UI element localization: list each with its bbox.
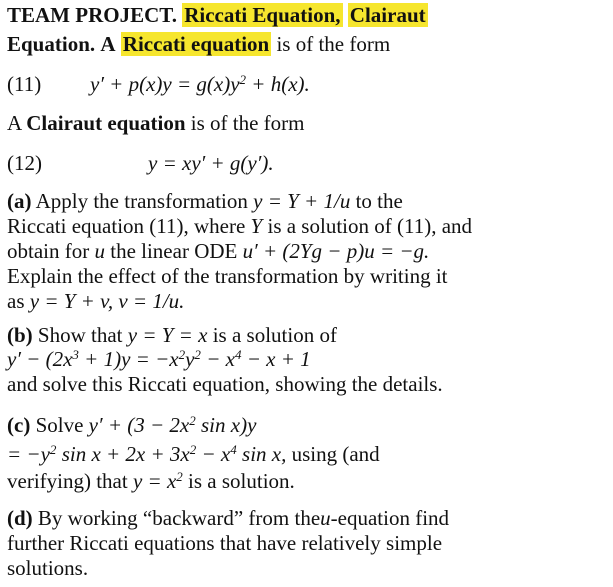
part-b-line-3 [7, 371, 443, 397]
part-a-l2: Riccati equation (11), where [7, 214, 246, 238]
part-c-l2-c: − x [196, 442, 231, 466]
part-b-line-1 [7, 322, 337, 348]
part-b-l1: Show that [37, 323, 123, 347]
part-c-l2-exp1: 2 [49, 441, 57, 457]
part-a-line-5 [7, 288, 184, 314]
part-c-line-2 [7, 441, 380, 467]
part-d-label: (d) [7, 506, 33, 530]
part-a-label: (a) [7, 189, 32, 213]
eq11-number: (11) [7, 72, 42, 96]
part-d-l1-u: u [320, 506, 331, 530]
eq12-p1: ′ [200, 151, 206, 175]
part-a-l2-end: is a solution of (11), and [267, 214, 473, 238]
part-a-l5-math: y = Y + v, v = 1/u. [29, 289, 185, 313]
part-a-l1: Apply the transformation [35, 189, 248, 213]
part-c-l3: verifying) that [7, 469, 128, 493]
part-c-l2-b: sin x + 2x + 3x [56, 442, 190, 466]
part-b-l2-d: − x [200, 347, 235, 371]
heading-line-1 [7, 2, 428, 28]
equation-word: Equation. [7, 32, 96, 56]
part-a-line-4 [7, 263, 448, 289]
part-a-l1-math: y = Y + 1/u [253, 189, 351, 213]
part-c-l2-a: = −y [7, 442, 50, 466]
a-word: A [100, 32, 116, 56]
part-b-l3: and solve this Riccati equation, showing the details. [7, 372, 443, 396]
part-a-l4: Explain the effect of the transformation by writing it [7, 264, 448, 288]
clairaut-bold: Clairaut equation [26, 111, 186, 135]
eq12-t2: + g(y [205, 151, 257, 175]
part-b-exp3: 3 [72, 346, 79, 362]
part-d-line-2 [7, 530, 442, 556]
part-b-label: (b) [7, 323, 33, 347]
part-c-l3-a: y = x [132, 469, 177, 493]
part-a-l5: as [7, 289, 25, 313]
eq12-t3: ). [261, 151, 274, 175]
part-c-line-3 [7, 468, 295, 494]
part-a-l3-u: u [94, 239, 105, 263]
eq12-body [148, 150, 274, 176]
part-c-label: (c) [7, 413, 31, 437]
part-d-line-1 [7, 505, 449, 531]
part-d-line-3 [7, 555, 88, 581]
part-c-l1-a: y′ + (3 − 2x [88, 413, 190, 437]
eq11-prime: ′ [99, 72, 104, 96]
part-b-l2-a: y′ − (2x [7, 347, 73, 371]
part-b-l2-b: + 1)y = −x [78, 347, 179, 371]
part-a-l1-end: to the [355, 189, 403, 213]
part-a-l3-mid: the linear ODE [110, 239, 238, 263]
part-b-exp2b: 2 [194, 346, 201, 362]
part-d-l3: solutions. [7, 556, 89, 580]
highlight-riccati-equation: Riccati equation [122, 32, 270, 56]
part-d-l2: further Riccati equations that have relatively simple [7, 531, 443, 555]
part-a-line-2 [7, 213, 472, 239]
part-b-l2-c: y [185, 347, 195, 371]
part-b-l1-end: is a solution of [212, 323, 337, 347]
eq11-mid: + p(x)y = g(x)y [103, 72, 240, 96]
part-d-l1: By working “backward” from the [37, 506, 321, 530]
part-c-l2-d: sin x, [236, 442, 287, 466]
of-form-text: is of the form [276, 32, 391, 56]
part-c-l1: Solve [35, 413, 84, 437]
part-a-line-1 [7, 188, 403, 214]
part-b-exp4: 4 [234, 346, 242, 362]
part-c-l1-exp: 2 [189, 412, 196, 428]
part-b-l2-e: − x + 1 [241, 347, 311, 371]
part-a-line-3 [7, 238, 429, 264]
eq11-exp: 2 [239, 71, 247, 87]
part-c-l1-b: sin x)y [195, 413, 257, 437]
part-c-l3-exp: 2 [176, 468, 183, 484]
eq11-body [90, 71, 310, 97]
part-a-l3: obtain for [7, 239, 90, 263]
part-a-l3-math: u′ + (2Yg − p)u = −g. [242, 239, 430, 263]
heading-line-2 [7, 31, 390, 57]
part-c-line-1 [7, 412, 256, 438]
eq11-y: y [90, 72, 100, 96]
part-b-exp2a: 2 [178, 346, 186, 362]
eq11-end: + h(x). [246, 72, 310, 96]
part-d-l1-end: -equation find [330, 506, 450, 530]
part-c-l2-end: using (and [291, 442, 380, 466]
clairaut-a: A [7, 111, 22, 135]
eq12-t1: y = xy [148, 151, 201, 175]
clairaut-rest: is of the form [190, 111, 305, 135]
part-b-line-2 [7, 346, 311, 372]
part-c-l2-exp3: 4 [230, 441, 237, 457]
team-project-label: TEAM PROJECT. [7, 3, 177, 27]
part-a-l2-y: Y [250, 214, 263, 238]
part-c-l3-end: is a solution. [188, 469, 295, 493]
clairaut-line [7, 110, 305, 136]
eq12-number: (12) [7, 151, 42, 175]
highlight-riccati-title: Riccati Equation, [184, 3, 341, 27]
part-b-l1-math: y = Y = x [127, 323, 208, 347]
part-c-l2-exp2: 2 [189, 441, 197, 457]
eq12-p2: ′ [256, 151, 262, 175]
highlight-clairaut: Clairaut [349, 3, 426, 27]
